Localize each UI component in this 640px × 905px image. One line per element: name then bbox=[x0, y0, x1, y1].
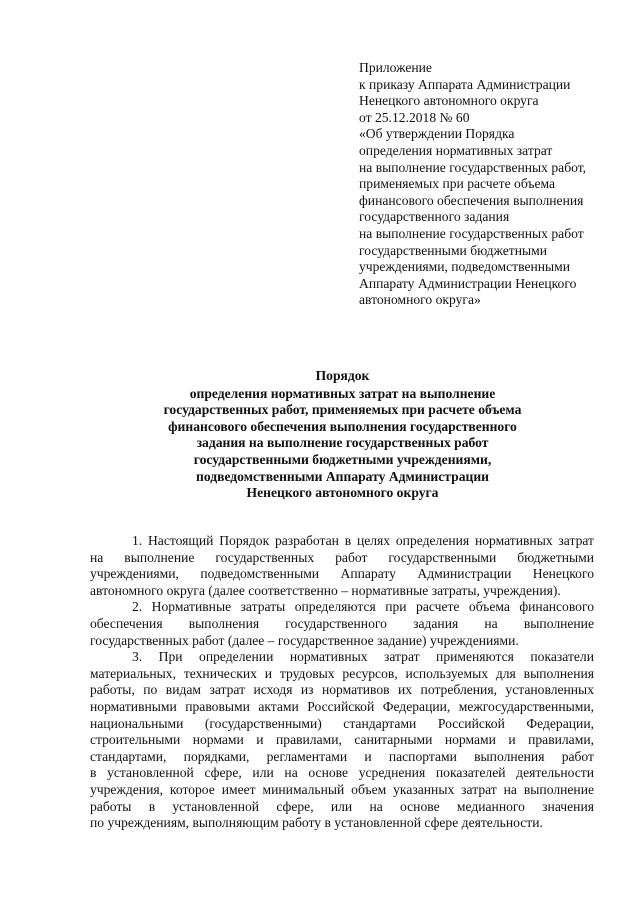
appendix-line: применяемых при расчете объема bbox=[359, 176, 556, 192]
appendix-line: от 25.12.2018 № 60 bbox=[359, 109, 470, 125]
appendix-line: финансового обеспечения выполнения bbox=[359, 192, 584, 208]
appendix-line: Аппарату Администрации Ненецкого bbox=[359, 275, 577, 291]
title-line: государственных работ, применяемых при расчете объема bbox=[163, 402, 522, 418]
title-line: финансового обеспечения выполнения государственного bbox=[168, 418, 517, 434]
paragraph-3-line: работы в установленной сфере, или на основе медианного значения bbox=[90, 798, 594, 814]
paragraph-3-line: стандартами, порядками, регламентами и паспортами выполнения работ bbox=[90, 748, 594, 764]
paragraph-3-line: материальных, технических и трудовых ресурсов, используемых для выполнения bbox=[90, 665, 594, 681]
title-line: определения нормативных затрат на выполнение bbox=[189, 385, 496, 401]
appendix-line: учреждениями, подведомственными bbox=[359, 259, 571, 275]
appendix-line: определения нормативных затрат bbox=[359, 142, 553, 158]
appendix-line: «Об утверждении Порядка bbox=[359, 126, 515, 142]
appendix-line: автономного округа» bbox=[359, 292, 481, 308]
paragraph-3-line: в установленной сфере, или на основе усреднения показателей деятельности bbox=[90, 765, 594, 781]
paragraph-3-line: работы, по видам затрат исходя из нормативов их потребления, установленных bbox=[90, 682, 594, 698]
paragraph-1-line: учреждениями, подведомственными Аппарату Администрации Ненецкого bbox=[90, 566, 594, 582]
appendix-block bbox=[359, 60, 624, 309]
paragraph-1-line: автономного округа (далее соответственно – нормативные затраты, учреждения). bbox=[90, 582, 561, 598]
title-heading: Порядок bbox=[315, 368, 370, 383]
paragraph-3-line: по учреждениям, выполняющим работу в установленной сфере деятельности. bbox=[90, 815, 543, 831]
paragraph-3-line: нормативными правовыми актами Российской Федерации, межгосударственными, bbox=[90, 698, 594, 714]
appendix-line: Ненецкого автономного округа bbox=[359, 93, 539, 109]
paragraph-2-line: 2. Нормативные затраты определяются при расчете объема финансового bbox=[132, 599, 594, 615]
appendix-line: Приложение bbox=[359, 60, 432, 75]
paragraph-3-line: 3. При определении нормативных затрат применяются показатели bbox=[132, 649, 594, 665]
document-body bbox=[90, 533, 594, 832]
paragraph-1-line: 1. Настоящий Порядок разработан в целях определения нормативных затрат bbox=[132, 533, 594, 548]
paragraph-2-line: государственных работ (далее – государственное задание) учреждениями. bbox=[90, 632, 519, 648]
paragraph-3-line: учреждения, которое имеет минимальный объем указанных затрат на выполнение bbox=[90, 781, 594, 797]
title-line: задания на выполнение государственных работ bbox=[196, 435, 489, 451]
paragraph-3-line: строительными нормами и правилами, санитарными нормами и правилами, bbox=[90, 732, 594, 748]
title-line: государственными бюджетными учреждениями, bbox=[193, 451, 492, 467]
appendix-line: государственными бюджетными bbox=[359, 242, 547, 258]
appendix-line: государственного задания bbox=[359, 209, 510, 225]
appendix-line: к приказу Аппарата Администрации bbox=[359, 76, 571, 92]
title-line: подведомственными Аппарату Администрации bbox=[196, 468, 489, 484]
appendix-line: на выполнение государственных работ bbox=[359, 225, 584, 241]
paragraph-3-line: национальными (государственными) стандартами Российской Федерации, bbox=[90, 715, 594, 731]
paragraph-2-line: обеспечения выполнения государственного задания на выполнение bbox=[90, 615, 594, 631]
document-title bbox=[90, 368, 595, 502]
paragraph-1-line: на выполнение государственных работ государственными бюджетными bbox=[90, 549, 594, 565]
appendix-line: на выполнение государственных работ, bbox=[359, 159, 587, 175]
title-line: Ненецкого автономного округа bbox=[246, 485, 439, 501]
